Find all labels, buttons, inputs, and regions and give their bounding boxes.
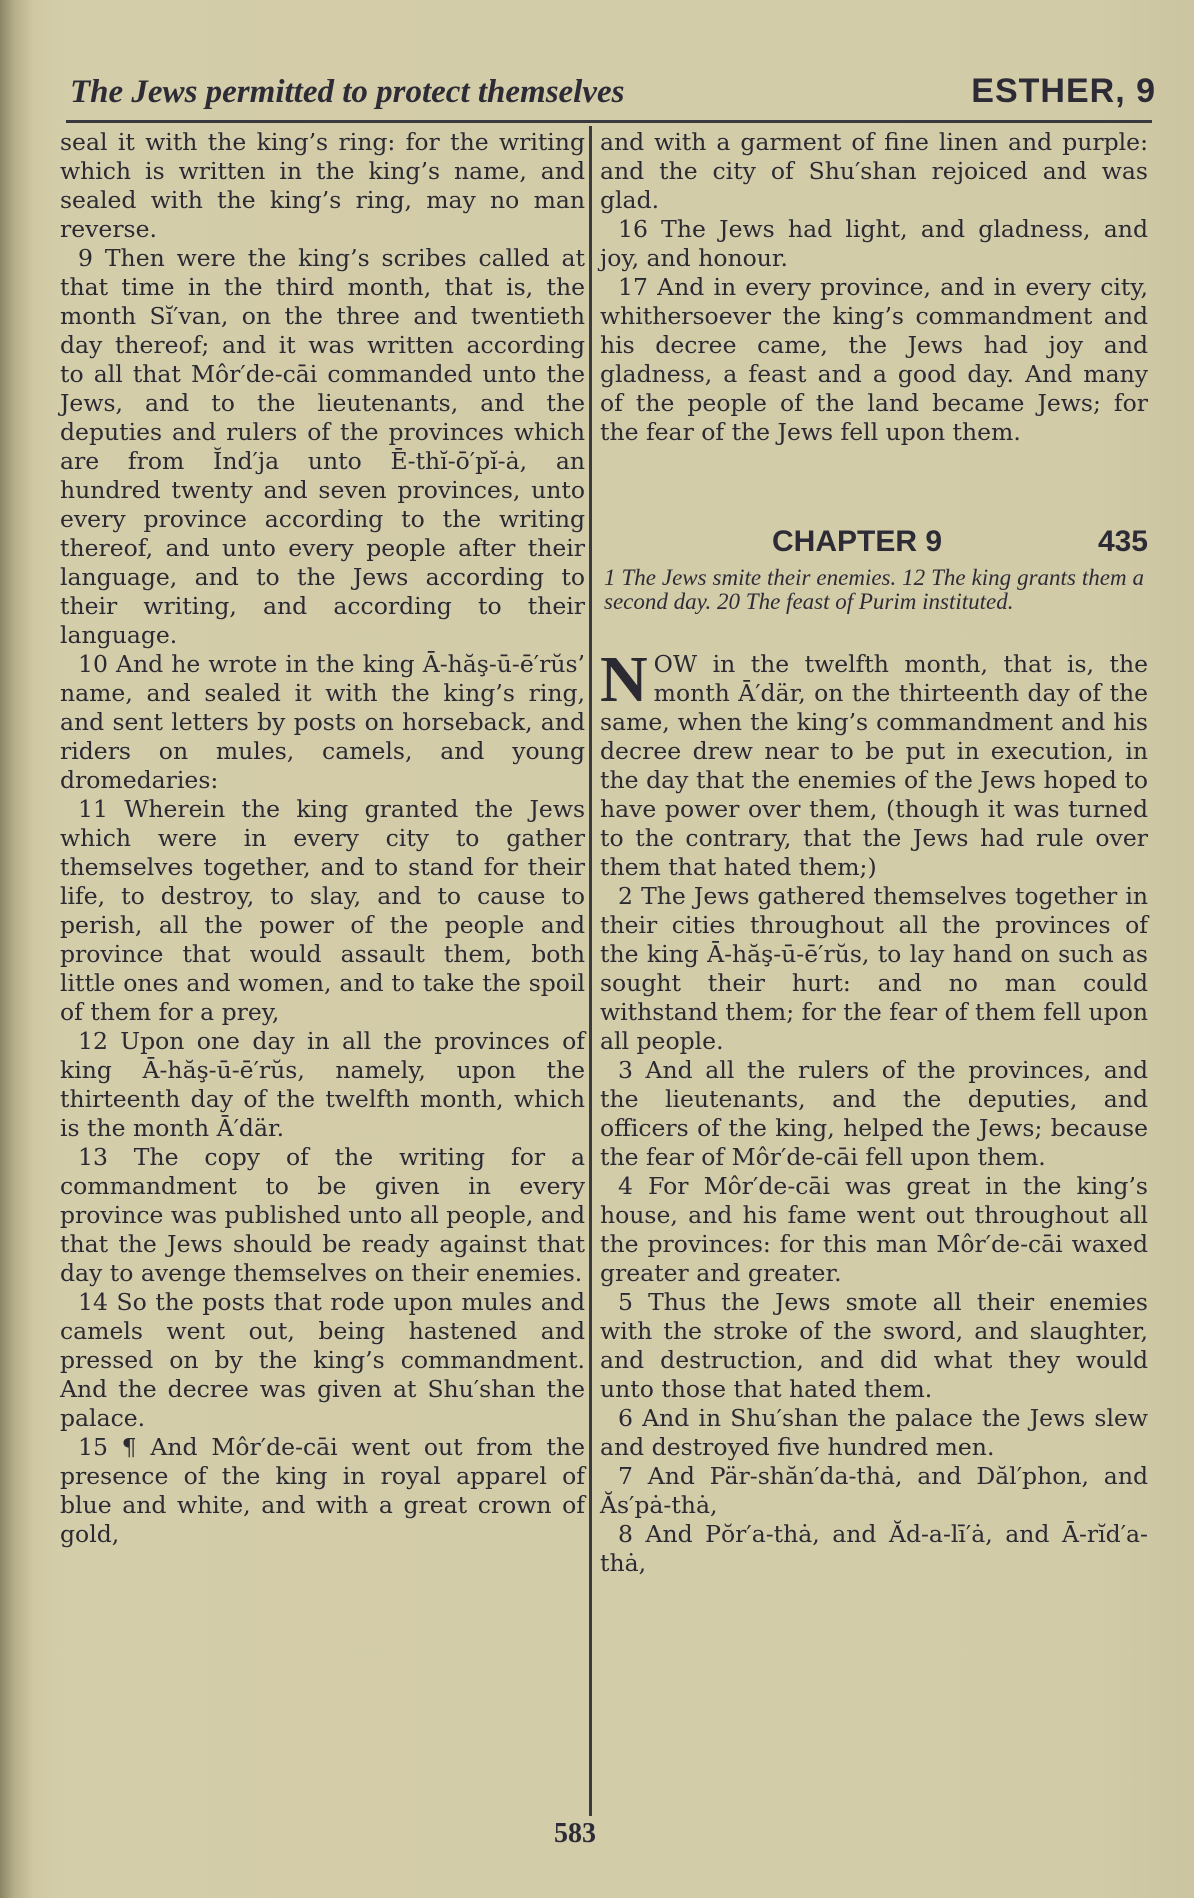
page-number: 583	[554, 1818, 596, 1849]
right-column-top	[600, 128, 1148, 447]
verse-paragraph: 13 The copy of the writing for a commandment to be given in every province was published unto all people, and that the Jews should be ready against that day to avenge themselves on their enemies.	[60, 1143, 585, 1287]
left-column	[60, 128, 585, 1549]
verse-paragraph: 17 And in every province, and in every city, whithersoever the king’s commandment and his decree came, the Jews had joy and gladness, a feast and a good day. And many of the people of the land became Jews; for the fear of the Jews fell upon them.	[600, 273, 1148, 446]
verse-paragraph: 7 And Pär-shăn′da-thȧ, and Dăl′phon, and Ăs′pȧ-thȧ,	[600, 1462, 1148, 1519]
book-chapter-heading: ESTHER, 9	[971, 72, 1156, 110]
chapter-summary: 1 The Jews smite their enemies. 12 The king grants them a second day. 20 The feast of Purim instituted.	[604, 565, 1144, 614]
verse-paragraph: 8 And Pŏr′a-thȧ, and Ăd-a-lī′ȧ, and Ā-rĭd′a-thȧ,	[600, 1520, 1148, 1577]
verse-paragraph: 3 And all the rulers of the provinces, and the lieutenants, and the deputies, and officers of the king, helped the Jews; because the fear of Môr′de-cāi fell upon them.	[600, 1056, 1148, 1171]
first-verse	[600, 643, 1148, 882]
drop-cap: N	[600, 643, 648, 716]
first-verse-text: OW in the twelfth month, that is, the month Ā′där, on the thirteenth day of the same, when the king’s commandment and his decree drew near to be put in execution, in the day that the enemies of the Jews hoped to have power over them, (though it was turned to the contrary, that the Jews had rule over them that hated them;)	[600, 650, 1148, 881]
right-column-bottom	[600, 643, 1148, 1578]
verse-paragraph: 4 For Môr′de-cāi was great in the king’s house, and his fame went out throughout all the provinces: for this man Môr′de-cāi waxed greater and greater.	[600, 1172, 1148, 1287]
verse-paragraph: 5 Thus the Jews smote all their enemies with the stroke of the sword, and slaughter, and destruction, and did what they would unto those that hated them.	[600, 1288, 1148, 1403]
chapter-heading	[600, 525, 1148, 561]
column-divider	[589, 126, 592, 1816]
verse-paragraph: 16 The Jews had light, and gladness, and joy, and honour.	[600, 215, 1148, 272]
chapter-title: CHAPTER 9	[772, 525, 943, 558]
verse-paragraph: 9 Then were the king’s scribes called at that time in the third month, that is, the month Sĭ′van, on the three and twentieth day thereof; and it was written according to all that Môr′de-cāi commanded unto the Jews, and to the lieutenants, and the deputies and rulers of the provinces which are from Ĭnd′ja unto Ē-thĭ-ō′pĭ-ȧ, an hundred twenty and seven provinces, unto every province according to the writing thereof, and unto every people after their language, and to the Jews according to their writing, and according to their language.	[60, 244, 585, 649]
verse-paragraph: 11 Wherein the king granted the Jews which were in every city to gather themselves together, and to stand for their life, to destroy, to slay, and to cause to perish, all the power of the people and province that would assault them, both little ones and women, and to take the spoil of them for a prey,	[60, 795, 585, 1026]
verse-paragraph: 15 ¶ And Môr′de-cāi went out from the presence of the king in royal apparel of blue and white, and with a great crown of gold,	[60, 1433, 585, 1548]
verse-paragraph: 14 So the posts that rode upon mules and camels went out, being hastened and pressed on by the king’s commandment. And the decree was given at Shu′shan the palace.	[60, 1288, 585, 1432]
verse-paragraph: 12 Upon one day in all the provinces of king Ā-hăş-ū-ē′rŭs, namely, upon the thirteenth day of the twelfth month, which is the month Ā′där.	[60, 1027, 585, 1142]
verse-paragraph: 6 And in Shu′shan the palace the Jews slew and destroyed five hundred men.	[600, 1404, 1148, 1461]
running-title: The Jews permitted to protect themselves	[70, 74, 625, 110]
chapter-page-ref: 435	[1097, 525, 1148, 558]
header-rule	[66, 120, 1152, 123]
verse-paragraph: 2 The Jews gathered themselves together in their cities throughout all the provinces of the king Ā-hăş-ū-ē′rŭs, to lay hand on such as sought their hurt: and no man could withstand them; for the fear of them fell upon all people.	[600, 882, 1148, 1055]
verse-paragraph: 10 And he wrote in the king Ā-hăş-ū-ē′rŭs’ name, and sealed it with the king’s ring, and sent letters by posts on horseback, and riders on mules, camels, and young dromedaries:	[60, 650, 585, 794]
verse-paragraph: seal it with the king’s ring: for the writing which is written in the king’s name, and sealed with the king’s ring, may no man reverse.	[60, 128, 585, 243]
verse-paragraph: and with a garment of fine linen and purple: and the city of Shu′shan rejoiced and was glad.	[600, 128, 1148, 214]
page-header	[66, 70, 1156, 118]
